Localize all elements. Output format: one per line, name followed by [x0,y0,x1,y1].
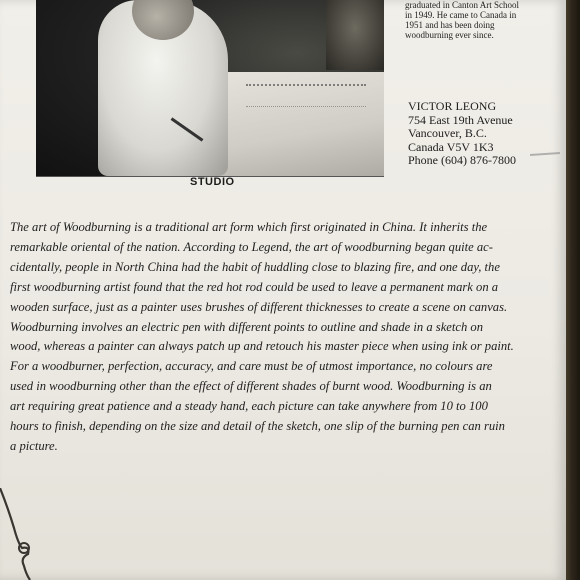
bio-line: woodburning ever since. [405,30,494,40]
body-line: The art of Woodburning is a traditional art form which first originated in China. It inherits the [10,220,488,234]
bio-line: in 1949. He came to Canada in [405,10,517,20]
body-line: wooden surface, just as a painter uses brushes of different thicknesses to create a scene on canvas. [10,299,508,314]
studio-photo [36,0,384,177]
body-line: wood, whereas a painter can always patch up and retouch his master piece when using ink or paint. [10,339,514,354]
photo-caption: STUDIO [190,176,235,188]
body-line: remarkable oriental of the nation. According to Legend, the art of woodburning began quite ac- [10,239,493,254]
body-line: used in woodburning other than the effect of different shades of burnt wood. Woodburning is an [10,379,492,394]
photo-sketch-lines [246,84,366,107]
pencil-mark [530,152,560,156]
contact-phone: Phone (604) 876-7800 [408,153,516,167]
body-line: hours to finish, depending on the size and detail of the sketch, one slip of the burning pen can ruin [10,419,505,434]
bio-line: graduated in Canton Art School [405,0,519,10]
body-line: cidentally, people in North China had the habit of huddling close to blazing fire, and one day, the [10,259,500,274]
body-line: a picture. [10,438,58,453]
artist-bio [405,0,540,40]
contact-block [408,100,516,168]
body-line: art requiring great patience and a steady hand, each picture can take anywhere from 10 to 100 [10,399,488,414]
photo-wall-art [326,0,384,70]
contact-name: VICTOR LEONG [408,99,497,113]
contact-street: 754 East 19th Avenue [408,112,513,127]
hanging-cord [0,488,40,580]
body-line: first woodburning artist found that the red hot rod could be used to leave a permanent mark on a [10,279,499,294]
contact-country: Canada V5V 1K3 [408,139,494,154]
bio-line: 1951 and has been doing [405,20,495,30]
body-line: For a woodburner, perfection, accuracy, and care must be of utmost importance, no colours are [10,359,493,374]
contact-city: Vancouver, B.C. [408,126,487,140]
body-paragraph [10,218,558,457]
body-line: Woodburning involves an electric pen with different points to outline and shade in a sketch on [10,319,484,334]
